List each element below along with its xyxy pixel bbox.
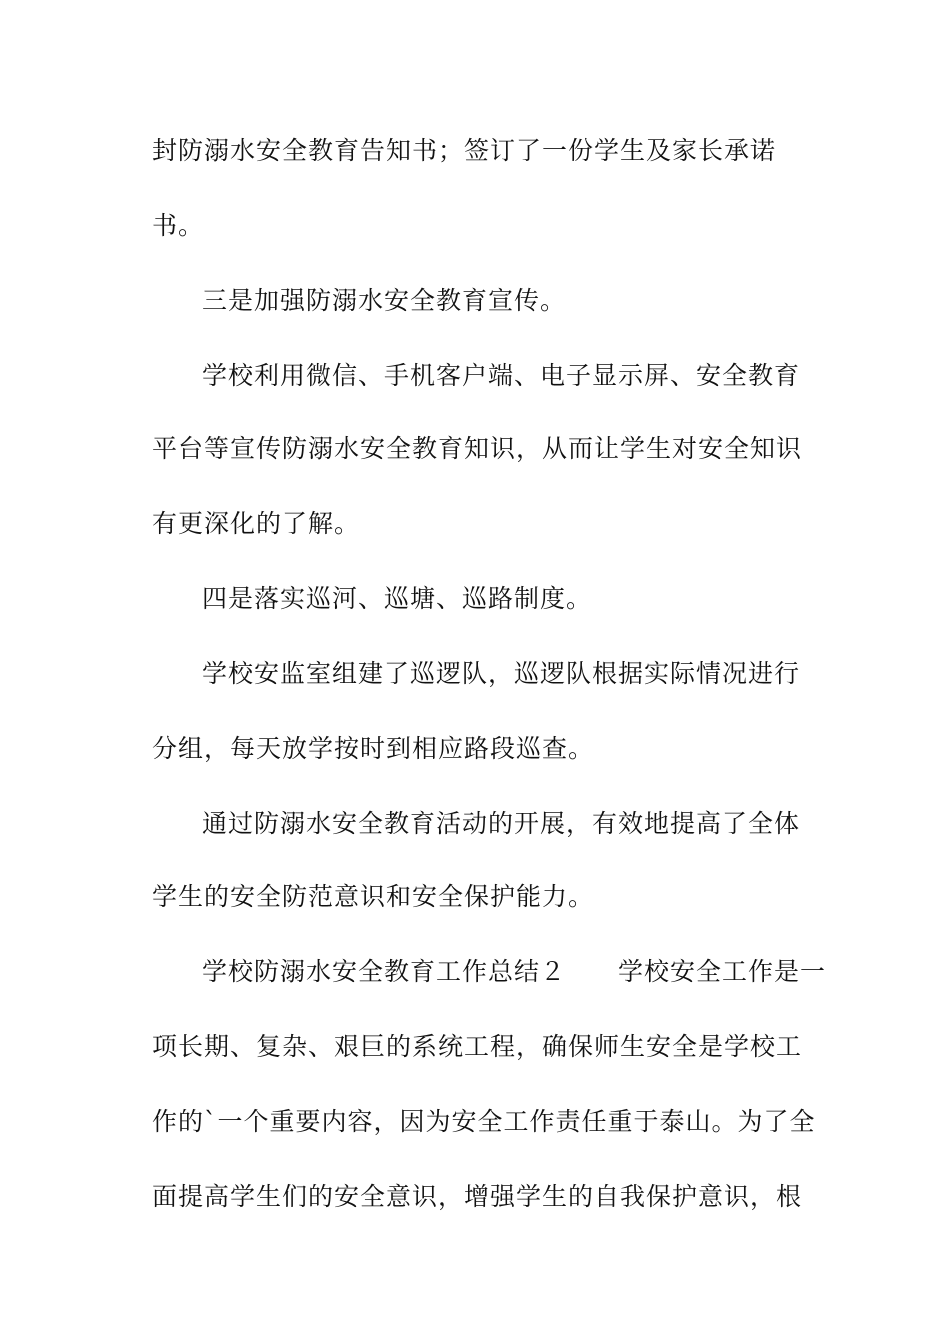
text-line: 有更深化的了解。 bbox=[152, 509, 361, 538]
text-line: 学校防溺水安全教育工作总结２ 学校安全工作是一 bbox=[202, 957, 827, 986]
section-heading: 四是落实巡河、巡塘、巡路制度。 bbox=[202, 584, 593, 613]
text-line: 分组，每天放学按时到相应路段巡查。 bbox=[152, 734, 595, 763]
text-line: 学校安监室组建了巡逻队，巡逻队根据实际情况进行 bbox=[202, 659, 801, 688]
text-line: 面提高学生们的安全意识，增强学生的自我保护意识，根 bbox=[152, 1182, 803, 1211]
text-line: 学校利用微信、手机客户端、电子显示屏、安全教育 bbox=[202, 361, 801, 390]
text-line: 封防溺水安全教育告知书；签订了一份学生及家长承诺 bbox=[152, 136, 777, 165]
text-line: 学生的安全防范意识和安全保护能力。 bbox=[152, 882, 595, 911]
text-line: 书。 bbox=[152, 211, 205, 240]
text-line: 作的`一个重要内容，因为安全工作责任重于泰山。为了全 bbox=[152, 1107, 816, 1136]
text-line: 项长期、复杂、艰巨的系统工程，确保师生安全是学校工 bbox=[152, 1032, 803, 1061]
text-line: 平台等宣传防溺水安全教育知识，从而让学生对安全知识 bbox=[152, 434, 803, 463]
section-heading: 三是加强防溺水安全教育宣传。 bbox=[202, 286, 567, 315]
text-line: 通过防溺水安全教育活动的开展，有效地提高了全体 bbox=[202, 809, 801, 838]
